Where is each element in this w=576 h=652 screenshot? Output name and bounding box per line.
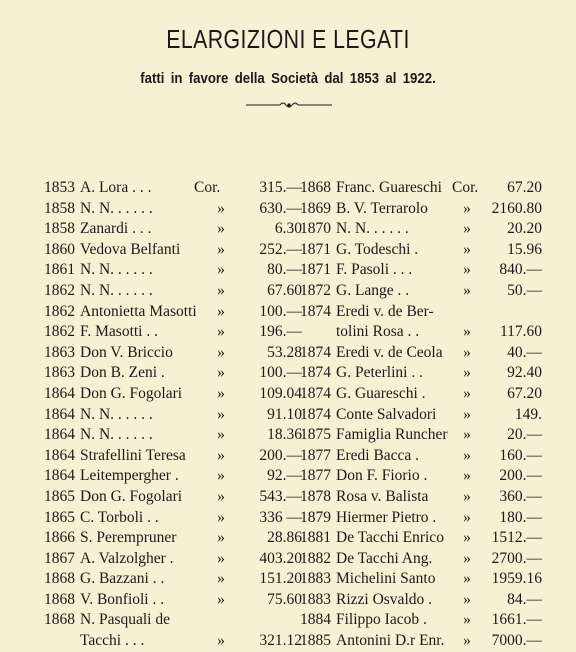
entry-name: G. Lange . . bbox=[336, 281, 410, 299]
entry-name: N. N. . . . . . bbox=[80, 261, 153, 279]
entry-amount: 7000.— bbox=[491, 632, 542, 650]
ledger-row bbox=[44, 260, 334, 281]
entry-name: Leitempergher . bbox=[80, 467, 179, 485]
entry-currency-mark: Cor. bbox=[194, 179, 221, 196]
entry-year: 1874 bbox=[300, 343, 331, 361]
entry-amount: 28.86 bbox=[267, 529, 302, 547]
entry-year: 1868 bbox=[44, 570, 75, 588]
entry-amount: 160.— bbox=[499, 446, 542, 464]
entry-name: A. Valzolgher . bbox=[80, 549, 174, 567]
entry-name: S. Perempruner bbox=[80, 529, 177, 547]
entry-name: Rosa v. Balista bbox=[336, 487, 429, 505]
entry-year: 1869 bbox=[300, 199, 331, 217]
ledger-row bbox=[44, 590, 334, 611]
entry-currency-mark: Cor. bbox=[452, 179, 479, 196]
ledger-row bbox=[300, 343, 548, 364]
ledger-row bbox=[44, 487, 334, 508]
entry-currency-mark: » bbox=[463, 405, 471, 423]
entry-currency-mark: » bbox=[463, 199, 471, 217]
entry-currency-mark: » bbox=[217, 199, 225, 217]
entry-year: 1882 bbox=[300, 549, 331, 567]
entry-currency-mark: » bbox=[217, 384, 225, 402]
entry-amount: 200.— bbox=[499, 467, 542, 485]
entry-year: 1864 bbox=[44, 384, 75, 402]
entry-amount: 2160.80 bbox=[491, 199, 542, 217]
entry-amount: 360.— bbox=[499, 487, 542, 505]
entry-currency-mark: » bbox=[463, 364, 471, 382]
entry-currency-mark: » bbox=[463, 611, 471, 629]
entry-amount: 200.— bbox=[259, 446, 302, 464]
entry-amount: 92.40 bbox=[507, 364, 542, 382]
entry-year: 1861 bbox=[44, 261, 75, 279]
entry-name: Antonietta Masotti bbox=[80, 302, 197, 320]
entry-name: V. Bonfioli . . bbox=[80, 590, 165, 608]
entry-amount: 336 — bbox=[259, 508, 302, 526]
entry-amount: 50.— bbox=[507, 281, 542, 299]
entry-currency-mark: » bbox=[217, 632, 225, 650]
entry-currency-mark: » bbox=[217, 281, 225, 299]
entry-year: 1865 bbox=[44, 487, 75, 505]
entry-currency-mark: » bbox=[463, 549, 471, 567]
entry-year: 1862 bbox=[44, 281, 75, 299]
entry-currency-mark: » bbox=[217, 570, 225, 588]
entry-year: 1878 bbox=[300, 487, 331, 505]
entry-name: N. N. . . . . . bbox=[80, 405, 153, 423]
entry-year: 1862 bbox=[44, 302, 75, 320]
ledger-row bbox=[300, 322, 548, 343]
entry-currency-mark: » bbox=[463, 446, 471, 464]
entry-name: Don G. Fogolari bbox=[80, 384, 183, 402]
entry-currency-mark: » bbox=[463, 508, 471, 526]
entry-amount: 91.10 bbox=[267, 405, 302, 423]
entry-name: tolini Rosa . . bbox=[336, 323, 420, 341]
entry-amount: 75.60 bbox=[267, 590, 302, 608]
ledger-row bbox=[300, 508, 548, 529]
entry-name: Antonini D.r Enr. bbox=[336, 632, 445, 650]
entry-name: Franc. Guareschi bbox=[336, 179, 442, 196]
entry-name: Filippo Iacob . bbox=[336, 611, 427, 629]
entry-currency-mark: » bbox=[463, 343, 471, 361]
entry-amount: 149. bbox=[514, 405, 542, 423]
entry-currency-mark: » bbox=[463, 632, 471, 650]
entry-year: 1865 bbox=[44, 508, 75, 526]
ledger-row bbox=[300, 590, 548, 611]
entry-year: 1874 bbox=[300, 364, 331, 382]
right-column bbox=[300, 178, 548, 652]
entry-name: G. Peterlini . . bbox=[336, 364, 423, 382]
entry-amount: 67.60 bbox=[267, 281, 302, 299]
entry-amount: 92.— bbox=[267, 467, 302, 485]
entry-currency-mark: » bbox=[463, 590, 471, 608]
ledger-row bbox=[300, 610, 548, 631]
entry-year: 1860 bbox=[44, 240, 75, 258]
entry-name: Tacchi . . . bbox=[80, 632, 145, 650]
entry-amount: 180.— bbox=[499, 508, 542, 526]
entry-amount: 315.— bbox=[259, 179, 302, 196]
entry-currency-mark: » bbox=[463, 467, 471, 485]
entry-name: Eredi Bacca . bbox=[336, 446, 420, 464]
entry-amount: 252.— bbox=[259, 240, 302, 258]
entry-name: C. Torboli . . bbox=[80, 508, 159, 526]
ledger-row bbox=[300, 302, 548, 323]
entry-currency-mark: » bbox=[217, 343, 225, 361]
entry-name: Famiglia Runcher bbox=[336, 426, 448, 444]
entry-amount: 630.— bbox=[259, 199, 302, 217]
entry-currency-mark: » bbox=[217, 405, 225, 423]
entry-name: De Tacchi Enrico bbox=[336, 529, 444, 547]
entry-currency-mark: » bbox=[217, 240, 225, 258]
entry-currency-mark: » bbox=[463, 240, 471, 258]
entry-name: Hiermer Pietro . bbox=[336, 508, 437, 526]
ledger-row bbox=[44, 508, 334, 529]
entry-name: B. V. Terrarolo bbox=[336, 199, 428, 217]
decorative-flourish-icon bbox=[244, 98, 334, 112]
ledger-row bbox=[300, 178, 548, 199]
entry-year: 1874 bbox=[300, 302, 331, 320]
entry-amount: 196.— bbox=[259, 323, 302, 341]
page-subtitle: fatti in favore della Società dal 1853 al 1922. bbox=[140, 70, 436, 87]
entry-currency-mark: » bbox=[217, 220, 225, 238]
entry-currency-mark: » bbox=[217, 261, 225, 279]
entry-year: 1862 bbox=[44, 323, 75, 341]
entry-year: 1877 bbox=[300, 446, 331, 464]
entry-name: Strafellini Teresa bbox=[80, 446, 186, 464]
entry-amount: 6.30 bbox=[274, 220, 302, 238]
entry-name: Zanardi . . . bbox=[80, 220, 152, 238]
ledger-row bbox=[300, 281, 548, 302]
entry-amount: 20.— bbox=[507, 426, 542, 444]
ledger-row bbox=[300, 405, 548, 426]
entry-name: Vedova Belfanti bbox=[80, 240, 181, 258]
entry-amount: 117.60 bbox=[499, 323, 542, 341]
entry-currency-mark: » bbox=[217, 508, 225, 526]
entry-currency-mark: » bbox=[217, 549, 225, 567]
entry-amount: 840.— bbox=[499, 261, 542, 279]
entry-year: 1883 bbox=[300, 590, 331, 608]
ledger-row bbox=[44, 281, 334, 302]
ledger-row bbox=[300, 466, 548, 487]
entry-name: N. Pasquali de bbox=[80, 611, 170, 629]
entry-name: Don V. Briccio bbox=[80, 343, 173, 361]
ledger-row bbox=[44, 302, 334, 323]
entry-amount: 109.04 bbox=[259, 384, 302, 402]
entry-amount: 1512.— bbox=[491, 529, 542, 547]
entry-amount: 40.— bbox=[507, 343, 542, 361]
entry-year: 1875 bbox=[300, 426, 331, 444]
ledger-row bbox=[300, 528, 548, 549]
ledger-row bbox=[300, 569, 548, 590]
ledger-row bbox=[300, 631, 548, 652]
entry-amount: 53.28 bbox=[267, 343, 302, 361]
ledger-row bbox=[44, 425, 334, 446]
entry-amount: 100.— bbox=[259, 364, 302, 382]
entry-name: N. N. . . . . . bbox=[80, 199, 153, 217]
page-title: ELARGIZIONI E LEGATI bbox=[166, 24, 410, 54]
entry-amount: 321.12 bbox=[259, 632, 302, 650]
ledger-row bbox=[44, 199, 334, 220]
entry-currency-mark: » bbox=[463, 220, 471, 238]
ledger-row bbox=[44, 446, 334, 467]
entry-amount: 2700.— bbox=[491, 549, 542, 567]
entry-currency-mark: » bbox=[217, 426, 225, 444]
entry-name: Don F. Fiorio . bbox=[336, 467, 428, 485]
entry-year: 1863 bbox=[44, 343, 75, 361]
entry-year: 1871 bbox=[300, 261, 331, 279]
entry-currency-mark: » bbox=[463, 384, 471, 402]
entry-amount: 100.— bbox=[259, 302, 302, 320]
entry-year: 1872 bbox=[300, 281, 331, 299]
entry-year: 1879 bbox=[300, 508, 331, 526]
entry-amount: 18.36 bbox=[267, 426, 302, 444]
entry-amount: 67.20 bbox=[507, 179, 542, 196]
ledger-row bbox=[44, 343, 334, 364]
entry-amount: 67.20 bbox=[507, 384, 542, 402]
entry-amount: 20.20 bbox=[507, 220, 542, 238]
entry-currency-mark: » bbox=[217, 446, 225, 464]
ledger-row bbox=[300, 199, 548, 220]
entry-year: 1885 bbox=[300, 632, 331, 650]
entry-name: G. Todeschi . bbox=[336, 240, 419, 258]
entry-amount: 543.— bbox=[259, 487, 302, 505]
entry-year: 1868 bbox=[300, 179, 331, 196]
entry-year: 1870 bbox=[300, 220, 331, 238]
entry-currency-mark: » bbox=[463, 529, 471, 547]
ledger-row bbox=[44, 384, 334, 405]
entry-year: 1864 bbox=[44, 467, 75, 485]
entry-year: 1868 bbox=[44, 611, 75, 629]
entry-amount: 80.— bbox=[267, 261, 302, 279]
entry-amount: 15.96 bbox=[507, 240, 542, 258]
entry-currency-mark: » bbox=[463, 261, 471, 279]
entry-year: 1877 bbox=[300, 467, 331, 485]
entry-year: 1874 bbox=[300, 405, 331, 423]
entry-name: G. Guareschi . bbox=[336, 384, 426, 402]
ledger-row bbox=[300, 240, 548, 261]
entry-year: 1864 bbox=[44, 426, 75, 444]
entry-currency-mark: » bbox=[217, 323, 225, 341]
entry-name: Don G. Fogolari bbox=[80, 487, 183, 505]
entry-name: Rizzi Osvaldo . bbox=[336, 590, 432, 608]
ledger-row bbox=[300, 425, 548, 446]
entry-name: Eredi v. de Ceola bbox=[336, 343, 443, 361]
entry-name: Conte Salvadori bbox=[336, 405, 437, 423]
ledger-row bbox=[44, 322, 334, 343]
entry-currency-mark: » bbox=[463, 487, 471, 505]
entry-name: Michelini Santo bbox=[336, 570, 436, 588]
entry-year: 1874 bbox=[300, 384, 331, 402]
entry-year: 1884 bbox=[300, 611, 331, 629]
entry-currency-mark: » bbox=[463, 426, 471, 444]
entry-currency-mark: » bbox=[463, 281, 471, 299]
entry-currency-mark: » bbox=[217, 590, 225, 608]
ledger-row bbox=[44, 405, 334, 426]
entry-currency-mark: » bbox=[217, 467, 225, 485]
ledger-row bbox=[44, 610, 334, 631]
ledger-row bbox=[44, 569, 334, 590]
ledger-row bbox=[300, 384, 548, 405]
ledger-row bbox=[300, 446, 548, 467]
entry-amount: 1661.— bbox=[491, 611, 542, 629]
entry-currency-mark: » bbox=[217, 487, 225, 505]
ledger-row bbox=[300, 363, 548, 384]
ledger-row bbox=[44, 528, 334, 549]
entry-currency-mark: » bbox=[463, 570, 471, 588]
entry-year: 1883 bbox=[300, 570, 331, 588]
entry-currency-mark: » bbox=[217, 302, 225, 320]
ledger-row bbox=[44, 178, 334, 199]
entry-name: Eredi v. de Ber- bbox=[336, 302, 434, 320]
entry-amount: 151.20 bbox=[259, 570, 302, 588]
ledger-row bbox=[300, 260, 548, 281]
entry-name: N. N. . . . . . bbox=[80, 281, 153, 299]
entry-name: G. Bazzani . . bbox=[80, 570, 165, 588]
entry-year: 1864 bbox=[44, 405, 75, 423]
left-column bbox=[44, 178, 334, 652]
entry-currency-mark: » bbox=[217, 364, 225, 382]
ledger-row bbox=[44, 240, 334, 261]
entry-name: Don B. Zeni . bbox=[80, 364, 165, 382]
entry-name: N. N. . . . . . bbox=[80, 426, 153, 444]
entry-amount: 84.— bbox=[507, 590, 542, 608]
ledger-row bbox=[44, 631, 334, 652]
entry-year: 1858 bbox=[44, 199, 75, 217]
ledger-row bbox=[44, 549, 334, 570]
entry-currency-mark: » bbox=[463, 323, 471, 341]
ledger-row bbox=[300, 219, 548, 240]
ledger-row bbox=[300, 487, 548, 508]
entry-name: A. Lora . . . bbox=[80, 179, 152, 196]
entry-year: 1864 bbox=[44, 446, 75, 464]
entry-name: F. Masotti . . bbox=[80, 323, 158, 341]
ledger-row bbox=[44, 219, 334, 240]
entry-amount: 1959.16 bbox=[491, 570, 542, 588]
ledger-row bbox=[44, 466, 334, 487]
ledger-row bbox=[300, 549, 548, 570]
entry-year: 1881 bbox=[300, 529, 331, 547]
entry-year: 1853 bbox=[44, 179, 75, 196]
entry-currency-mark: » bbox=[217, 529, 225, 547]
entry-name: F. Pasoli . . . bbox=[336, 261, 413, 279]
entry-year: 1866 bbox=[44, 529, 75, 547]
entry-name: N. N. . . . . . bbox=[336, 220, 409, 238]
entry-year: 1858 bbox=[44, 220, 75, 238]
ledger-row bbox=[44, 363, 334, 384]
entry-amount: 403.20 bbox=[259, 549, 302, 567]
entry-year: 1868 bbox=[44, 590, 75, 608]
entry-name: De Tacchi Ang. bbox=[336, 549, 433, 567]
entry-year: 1871 bbox=[300, 240, 331, 258]
entry-year: 1863 bbox=[44, 364, 75, 382]
entry-year: 1867 bbox=[44, 549, 75, 567]
